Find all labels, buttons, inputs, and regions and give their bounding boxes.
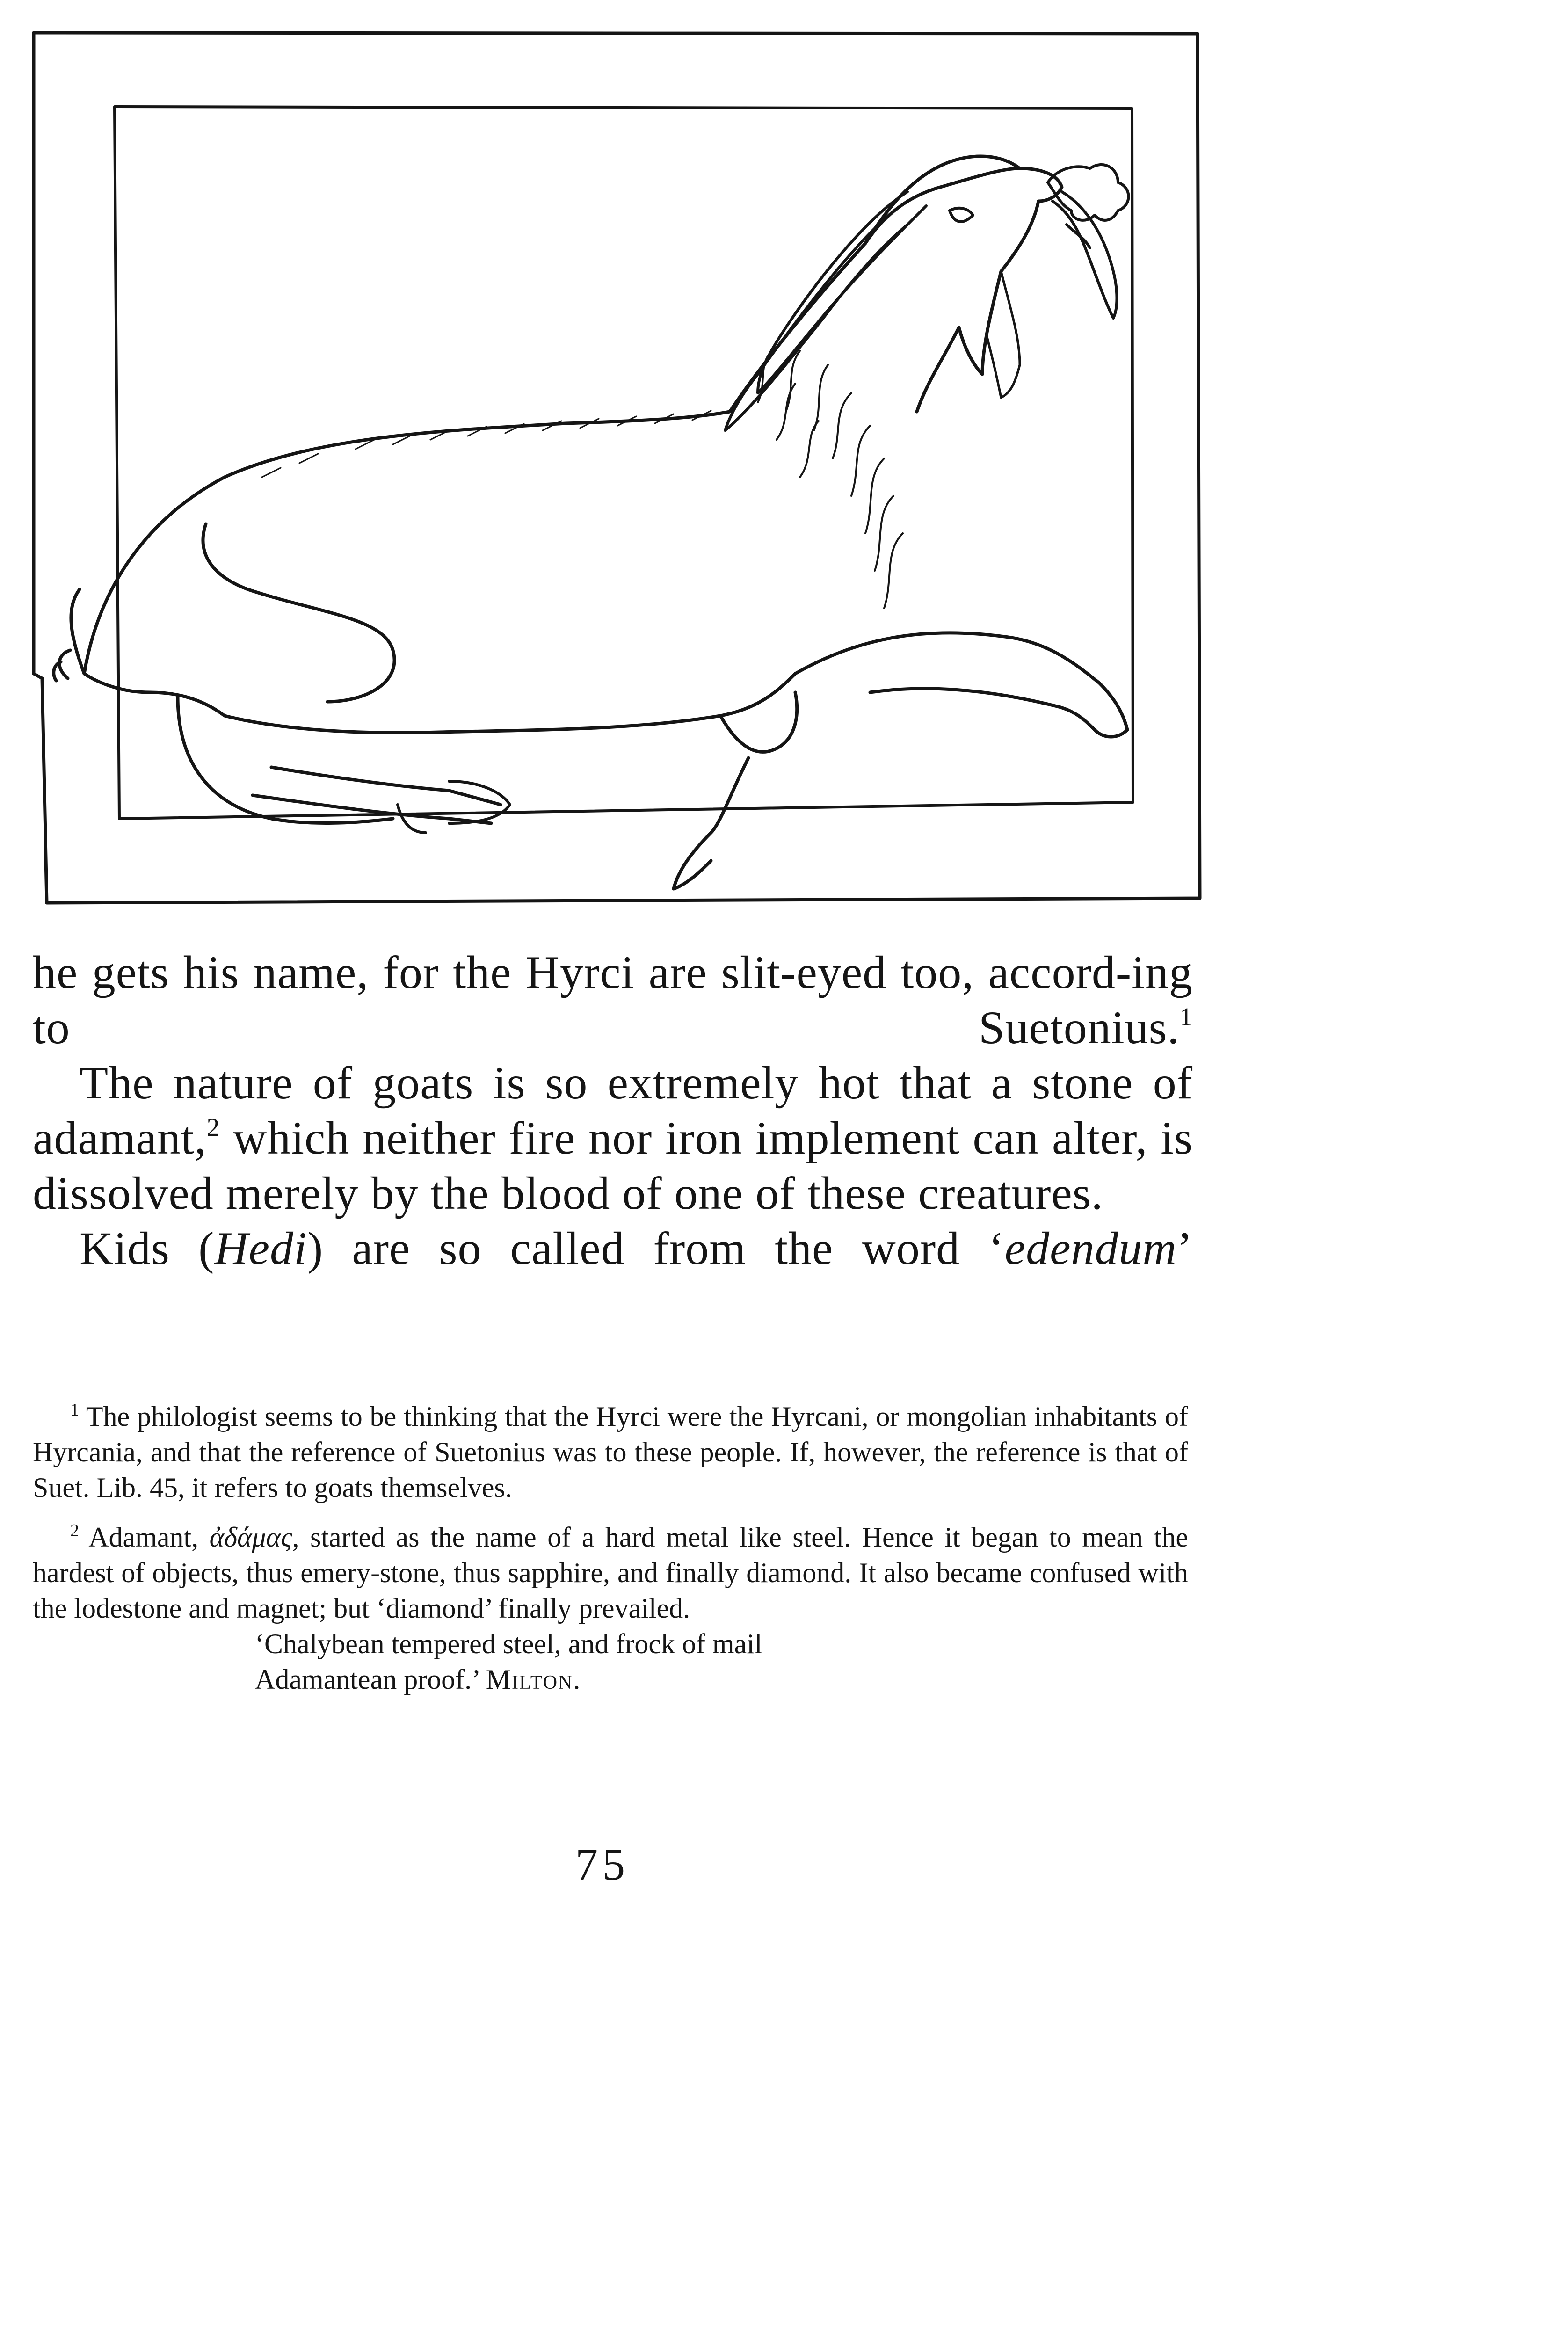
footnote-1-text: The philologist seems to be thinking that the Hyrci were the Hyrcani, or mongolian inhabitants of Hyrcania, and that the reference of Suetonius was to these people. If, however, the reference is that of Suet. Lib. 45, it refers to goats themselves.: [33, 1401, 1188, 1503]
paragraph-3-text-b: ) are so called from the word ‘: [307, 1222, 1005, 1274]
goat-raised-leg: [795, 633, 1127, 737]
footnote-2: [33, 1519, 1188, 1626]
quote-author: Milton.: [486, 1664, 581, 1695]
goat-hind-hoof: [398, 781, 510, 833]
goat-eye: [950, 208, 973, 222]
goat-tail: [54, 589, 84, 681]
footnote-2-text-b: , started as the name of a hard metal like steel. Hence it began to mean the hardest of objects, thus emery-stone, thus sapphire, and finally diamond. It also became confused with the lodestone and magnet; but ‘diamond’ finally prevailed.: [33, 1522, 1188, 1624]
paragraph-3-italic-hedi: Hedi: [214, 1222, 307, 1274]
quote-line-2-text: Adamantean proof.’: [255, 1664, 486, 1695]
footnotes: [33, 1399, 1188, 1697]
goat-beard: [987, 271, 1020, 398]
footnote-ref-2: 2: [206, 1113, 220, 1141]
goat-beard-hair: [758, 351, 903, 608]
paragraph-2-text-a: The nature of goats is so extremely hot that a stone of adamant,: [33, 1057, 1193, 1164]
goat-front-leg: [674, 692, 797, 889]
goat-illustration: [28, 28, 1207, 917]
paragraph-3: [33, 1221, 1193, 1276]
page-number: 75: [575, 1839, 630, 1889]
paragraph-3-text-a: Kids (: [80, 1222, 215, 1274]
footnote-2-marker: 2: [70, 1521, 79, 1540]
goat-body: [84, 156, 1020, 733]
goat-haunch: [203, 524, 394, 702]
quote-line-2: [255, 1662, 1188, 1697]
paragraph-2: [33, 1055, 1193, 1221]
goat-horn-front: [1053, 192, 1117, 318]
paragraph-1-text: he gets his name, for the Hyrci are slit-eyed too, accord-ing to Suetonius.: [33, 946, 1193, 1053]
main-text: [33, 945, 1193, 1276]
footnote-1-marker: 1: [70, 1400, 79, 1420]
quote-line-1: ‘Chalybean tempered steel, and frock of mail: [255, 1628, 762, 1659]
footnote-ref-1: 1: [1179, 1002, 1193, 1031]
paragraph-3-text-c: ’: [1176, 1222, 1193, 1274]
paragraph-3-italic-edendum: edendum: [1004, 1222, 1177, 1274]
paragraph-1: [33, 945, 1193, 1055]
goat-head: [865, 168, 1062, 412]
outer-frame: [34, 33, 1200, 903]
footnote-2-text-a: Adamant,: [88, 1522, 210, 1553]
footnote-1: [33, 1399, 1188, 1505]
footnote-2-greek: ἀδάμας: [209, 1522, 292, 1553]
paragraph-2-text-b: which neither fire nor iron implement can alter, is dissolved merely by the blood of one of these creatures.: [33, 1112, 1193, 1219]
